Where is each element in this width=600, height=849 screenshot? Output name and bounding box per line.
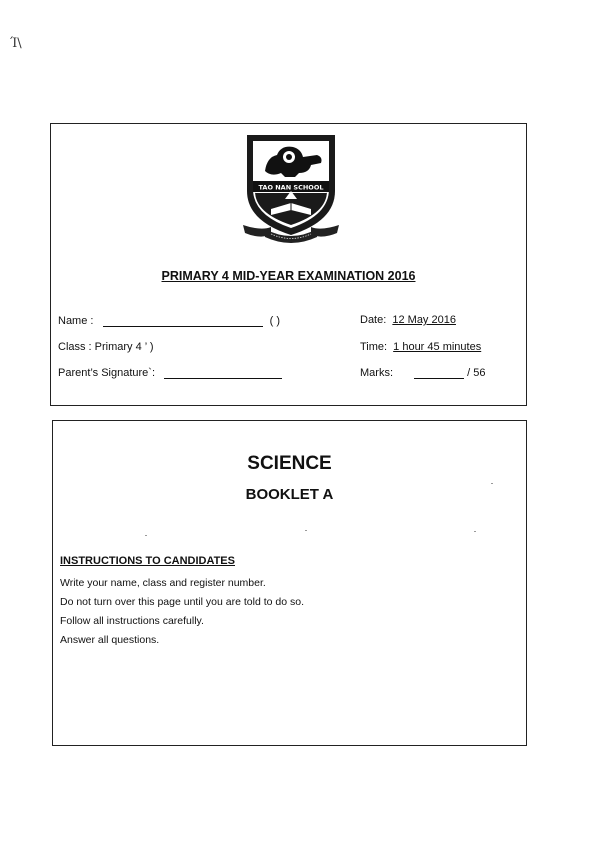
scan-speck xyxy=(474,531,476,532)
booklet-box xyxy=(52,420,527,746)
instruction-item: Do not turn over this page until you are told to do so. xyxy=(60,596,304,608)
subject-title: SCIENCE xyxy=(247,453,332,474)
instruction-item: Write your name, class and register number. xyxy=(60,577,266,589)
class-label: Class : Primary 4 ’ ) xyxy=(58,341,154,353)
school-crest-logo xyxy=(241,131,341,243)
scan-speck xyxy=(491,483,493,484)
time-row xyxy=(360,341,481,353)
date-label: Date: xyxy=(360,314,387,326)
instruction-item: Answer all questions. xyxy=(60,634,160,646)
scan-speck xyxy=(305,530,307,531)
page-mark: Ί\ xyxy=(10,36,22,51)
marks-label: Marks: xyxy=(360,367,393,379)
marks-total: / 56 xyxy=(467,367,486,379)
name-label: Name : xyxy=(58,315,94,327)
signature-label: Parent’s Signature`: xyxy=(58,367,156,379)
register-number-parens: ( ) xyxy=(269,315,280,327)
booklet-label: BOOKLET A xyxy=(245,486,334,503)
instructions-list xyxy=(60,574,304,650)
marks-row xyxy=(360,366,485,379)
exam-header-box xyxy=(50,123,527,406)
name-row xyxy=(58,314,280,327)
signature-blank[interactable] xyxy=(164,366,282,379)
date-value: 12 May 2016 xyxy=(392,314,456,326)
signature-row xyxy=(58,366,282,379)
instruction-item: Follow all instructions carefully. xyxy=(60,615,204,627)
marks-blank[interactable] xyxy=(414,366,464,379)
name-blank[interactable] xyxy=(103,314,263,327)
time-value: 1 hour 45 minutes xyxy=(393,341,482,353)
date-row xyxy=(360,314,456,326)
instructions-heading: INSTRUCTIONS TO CANDIDATES xyxy=(60,555,235,567)
time-label: Time: xyxy=(360,341,388,353)
crest-lettering: TAO NAN SCHOOL xyxy=(258,183,324,192)
exam-title: PRIMARY 4 MID-YEAR EXAMINATION 2016 xyxy=(161,269,416,283)
class-row xyxy=(58,341,154,353)
scan-speck xyxy=(145,535,147,536)
